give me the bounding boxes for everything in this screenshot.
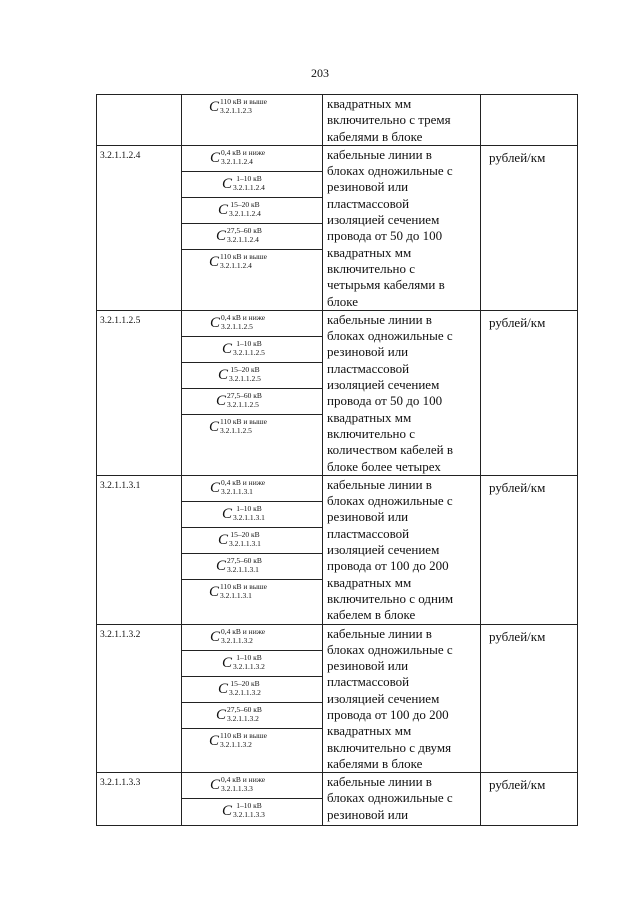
description-line: блоке bbox=[327, 293, 359, 309]
table-body bbox=[97, 95, 578, 826]
symbol-cell bbox=[182, 389, 322, 415]
symbol-cell bbox=[182, 703, 322, 729]
rate-symbol bbox=[209, 417, 267, 437]
description-line: кабельные линии в bbox=[327, 625, 432, 641]
description-line: включительно с bbox=[327, 260, 415, 276]
symbol-base: C bbox=[209, 732, 220, 749]
description-line: провода от 100 до 200 bbox=[327, 558, 449, 574]
description-line: квадратных мм bbox=[327, 96, 412, 111]
symbol-base: C bbox=[210, 314, 221, 331]
rate-symbol bbox=[216, 226, 262, 246]
symbol-superscript: 1–10 кВ bbox=[236, 503, 262, 513]
row-code bbox=[97, 95, 182, 146]
symbol-base: C bbox=[210, 479, 221, 496]
description-line: пластмассовой bbox=[327, 360, 410, 376]
row-code: 3.2.1.1.2.5 bbox=[97, 310, 182, 475]
description-line: провода от 50 до 100 bbox=[327, 393, 443, 409]
symbol-subscript: 3.2.1.1.2.5 bbox=[233, 347, 265, 357]
description-line: квадратных мм bbox=[327, 574, 412, 590]
description-line: кабелем в блоке bbox=[327, 607, 416, 623]
symbol-subscript: 3.2.1.1.2.5 bbox=[221, 321, 253, 331]
symbol-superscript: 1–10 кВ bbox=[236, 652, 262, 662]
symbol-base: C bbox=[210, 777, 221, 794]
description-line: пластмассовой bbox=[327, 525, 410, 541]
description-line: кабельные линии в bbox=[327, 476, 432, 492]
symbol-subscript: 3.2.1.1.3.2 bbox=[227, 713, 259, 723]
symbol-superscript: 110 кВ и выше bbox=[220, 730, 267, 740]
rate-symbol bbox=[210, 775, 265, 795]
symbol-cell bbox=[182, 95, 322, 121]
symbol-base: C bbox=[210, 628, 221, 645]
rate-symbol bbox=[218, 200, 261, 220]
symbol-cell bbox=[182, 729, 322, 755]
page-number: 203 bbox=[311, 66, 329, 80]
symbol-subscript: 3.2.1.1.2.4 bbox=[233, 182, 265, 192]
symbol-superscript: 27,5–60 кВ bbox=[227, 225, 262, 235]
row-unit: рублей/км bbox=[481, 773, 578, 826]
description-line: блоках одножильные с bbox=[327, 641, 453, 657]
row-unit: рублей/км bbox=[481, 475, 578, 624]
description-line: изоляцией сечением bbox=[327, 377, 440, 393]
row-unit: рублей/км bbox=[481, 145, 578, 310]
symbol-superscript: 110 кВ и выше bbox=[220, 97, 267, 106]
symbol-subscript: 3.2.1.1.2.4 bbox=[221, 156, 253, 166]
rate-symbol bbox=[222, 653, 265, 673]
description-line: кабельные линии в bbox=[327, 311, 432, 327]
rate-symbol bbox=[216, 705, 262, 725]
description-line: квадратных мм bbox=[327, 244, 412, 260]
symbol-cell bbox=[182, 337, 322, 363]
symbol-cell bbox=[182, 799, 322, 825]
description-line: изоляцией сечением bbox=[327, 690, 440, 706]
symbol-superscript: 1–10 кВ bbox=[236, 173, 262, 183]
rate-symbol bbox=[210, 313, 265, 333]
symbol-subscript: 3.2.1.1.3.2 bbox=[221, 635, 253, 645]
row-code: 3.2.1.1.3.2 bbox=[97, 624, 182, 773]
rate-symbol bbox=[209, 731, 267, 751]
rate-symbol bbox=[209, 97, 267, 117]
symbol-base: C bbox=[216, 227, 227, 244]
description-line: четырьмя кабелями в bbox=[327, 277, 445, 293]
symbol-subscript: 3.2.1.1.3.1 bbox=[227, 564, 259, 574]
symbol-subscript: 3.2.1.1.2.5 bbox=[229, 373, 261, 383]
symbol-base: C bbox=[218, 201, 229, 218]
symbol-superscript: 0,4 кВ и ниже bbox=[221, 626, 266, 636]
symbol-base: C bbox=[209, 418, 220, 435]
description-line: кабельные линии в bbox=[327, 774, 432, 790]
symbol-subscript: 3.2.1.1.3.2 bbox=[220, 739, 252, 749]
description-line: включительно с одним bbox=[327, 590, 454, 606]
symbol-superscript: 1–10 кВ bbox=[236, 338, 262, 348]
symbol-subscript: 3.2.1.1.2.4 bbox=[220, 260, 252, 270]
rate-symbol bbox=[218, 530, 261, 550]
description-line: блоках одножильные с bbox=[327, 328, 453, 344]
symbol-superscript: 15–20 кВ bbox=[230, 364, 260, 374]
row-code: 3.2.1.1.3.3 bbox=[97, 773, 182, 826]
row-unit: рублей/км bbox=[481, 310, 578, 475]
description-line: блоках одножильные с bbox=[327, 790, 453, 806]
symbol-subscript: 3.2.1.1.3.1 bbox=[221, 486, 253, 496]
description-line: резиновой или bbox=[327, 806, 409, 822]
description-line: провода от 100 до 200 bbox=[327, 706, 449, 722]
row-symbols bbox=[182, 624, 323, 773]
symbol-base: C bbox=[222, 175, 233, 192]
row-description bbox=[323, 773, 481, 826]
symbol-superscript: 110 кВ и выше bbox=[220, 581, 267, 591]
rate-symbol bbox=[218, 365, 261, 385]
symbol-cell bbox=[182, 415, 322, 441]
symbol-subscript: 3.2.1.1.2.4 bbox=[229, 208, 261, 218]
rate-symbol bbox=[218, 679, 261, 699]
description-line: резиновой или bbox=[327, 179, 409, 195]
description-line: резиновой или bbox=[327, 658, 409, 674]
symbol-subscript: 3.2.1.1.3.2 bbox=[229, 687, 261, 697]
row-symbols bbox=[182, 145, 323, 310]
row-symbols bbox=[182, 310, 323, 475]
symbol-subscript: 3.2.1.1.2.3 bbox=[220, 106, 252, 115]
row-description bbox=[323, 310, 481, 475]
symbol-base: C bbox=[210, 149, 221, 166]
symbol-superscript: 1–10 кВ bbox=[236, 801, 262, 811]
symbol-subscript: 3.2.1.1.2.4 bbox=[227, 234, 259, 244]
rate-symbol bbox=[216, 556, 262, 576]
symbol-base: C bbox=[222, 654, 233, 671]
symbol-cell bbox=[182, 677, 322, 703]
row-symbols bbox=[182, 95, 323, 146]
description-line: включительно с bbox=[327, 425, 415, 441]
table-row bbox=[97, 310, 578, 475]
description-line: блоке более четырех bbox=[327, 458, 441, 474]
rate-symbol bbox=[222, 174, 265, 194]
symbol-superscript: 0,4 кВ и ниже bbox=[221, 477, 266, 487]
symbol-subscript: 3.2.1.1.3.3 bbox=[221, 784, 253, 794]
description-line: квадратных мм bbox=[327, 409, 412, 425]
row-description bbox=[323, 145, 481, 310]
symbol-subscript: 3.2.1.1.3.2 bbox=[233, 661, 265, 671]
symbol-base: C bbox=[209, 253, 220, 270]
description-line: блоках одножильные с bbox=[327, 493, 453, 509]
symbol-subscript: 3.2.1.1.3.1 bbox=[233, 512, 265, 522]
rate-symbol bbox=[210, 478, 265, 498]
description-line: изоляцией сечением bbox=[327, 542, 440, 558]
symbol-superscript: 0,4 кВ и ниже bbox=[221, 312, 266, 322]
description-line: включительно с двумя bbox=[327, 739, 452, 755]
row-symbols bbox=[182, 773, 323, 826]
row-code: 3.2.1.1.2.4 bbox=[97, 145, 182, 310]
rate-symbol bbox=[210, 148, 265, 168]
symbol-cell bbox=[182, 172, 322, 198]
symbol-base: C bbox=[209, 99, 220, 115]
symbol-superscript: 27,5–60 кВ bbox=[227, 555, 262, 565]
symbol-cell bbox=[182, 363, 322, 389]
symbol-base: C bbox=[218, 680, 229, 697]
symbol-base: C bbox=[222, 803, 233, 820]
symbol-cell bbox=[182, 773, 322, 799]
symbol-cell bbox=[182, 502, 322, 528]
row-description bbox=[323, 475, 481, 624]
symbol-base: C bbox=[222, 505, 233, 522]
table-row bbox=[97, 773, 578, 826]
symbol-base: C bbox=[216, 557, 227, 574]
description-line: резиновой или bbox=[327, 509, 409, 525]
symbol-cell bbox=[182, 651, 322, 677]
table-row bbox=[97, 95, 578, 146]
symbol-cell bbox=[182, 625, 322, 651]
rate-symbol bbox=[210, 627, 265, 647]
symbol-superscript: 110 кВ и выше bbox=[220, 416, 267, 426]
symbol-base: C bbox=[218, 366, 229, 383]
symbol-superscript: 0,4 кВ и ниже bbox=[221, 775, 266, 785]
description-line: резиновой или bbox=[327, 344, 409, 360]
symbol-cell bbox=[182, 554, 322, 580]
symbol-cell bbox=[182, 146, 322, 172]
symbol-subscript: 3.2.1.1.3.3 bbox=[233, 810, 265, 820]
rate-symbol bbox=[222, 801, 265, 821]
symbol-superscript: 15–20 кВ bbox=[230, 678, 260, 688]
row-symbols bbox=[182, 475, 323, 624]
symbol-base: C bbox=[218, 531, 229, 548]
rate-symbol bbox=[209, 252, 267, 272]
symbol-subscript: 3.2.1.1.2.5 bbox=[227, 399, 259, 409]
symbol-cell bbox=[182, 224, 322, 250]
rate-symbol bbox=[222, 504, 265, 524]
description-line: кабелями в блоке bbox=[327, 755, 423, 771]
symbol-cell bbox=[182, 528, 322, 554]
symbol-superscript: 27,5–60 кВ bbox=[227, 390, 262, 400]
rate-symbol bbox=[209, 582, 267, 602]
symbol-base: C bbox=[216, 392, 227, 409]
symbol-subscript: 3.2.1.1.3.1 bbox=[220, 590, 252, 600]
row-unit bbox=[481, 95, 578, 146]
description-line: количеством кабелей в bbox=[327, 442, 453, 458]
tariff-table bbox=[96, 94, 578, 826]
symbol-cell bbox=[182, 311, 322, 337]
symbol-cell bbox=[182, 580, 322, 606]
description-line: провода от 50 до 100 bbox=[327, 228, 443, 244]
table-row bbox=[97, 475, 578, 624]
symbol-superscript: 15–20 кВ bbox=[230, 529, 260, 539]
description-line: изоляцией сечением bbox=[327, 212, 440, 228]
row-description bbox=[323, 624, 481, 773]
symbol-cell bbox=[182, 250, 322, 276]
symbol-cell bbox=[182, 476, 322, 502]
description-line: включительно с тремя bbox=[327, 112, 451, 128]
symbol-superscript: 110 кВ и выше bbox=[220, 251, 267, 261]
symbol-subscript: 3.2.1.1.3.1 bbox=[229, 538, 261, 548]
symbol-base: C bbox=[216, 706, 227, 723]
symbol-base: C bbox=[209, 583, 220, 600]
description-line: кабельные линии в bbox=[327, 146, 432, 162]
rate-symbol bbox=[222, 339, 265, 359]
row-unit: рублей/км bbox=[481, 624, 578, 773]
table-row bbox=[97, 145, 578, 310]
symbol-base: C bbox=[222, 340, 233, 357]
symbol-superscript: 0,4 кВ и ниже bbox=[221, 147, 266, 157]
description-line: пластмассовой bbox=[327, 195, 410, 211]
rate-symbol bbox=[216, 391, 262, 411]
symbol-subscript: 3.2.1.1.2.5 bbox=[220, 425, 252, 435]
symbol-cell bbox=[182, 198, 322, 224]
symbol-superscript: 15–20 кВ bbox=[230, 199, 260, 209]
symbol-superscript: 27,5–60 кВ bbox=[227, 704, 262, 714]
row-code: 3.2.1.1.3.1 bbox=[97, 475, 182, 624]
table-row bbox=[97, 624, 578, 773]
description-line: квадратных мм bbox=[327, 723, 412, 739]
description-line: кабелями в блоке bbox=[327, 128, 423, 144]
description-line: пластмассовой bbox=[327, 674, 410, 690]
row-description bbox=[323, 95, 481, 146]
description-line: блоках одножильные с bbox=[327, 163, 453, 179]
